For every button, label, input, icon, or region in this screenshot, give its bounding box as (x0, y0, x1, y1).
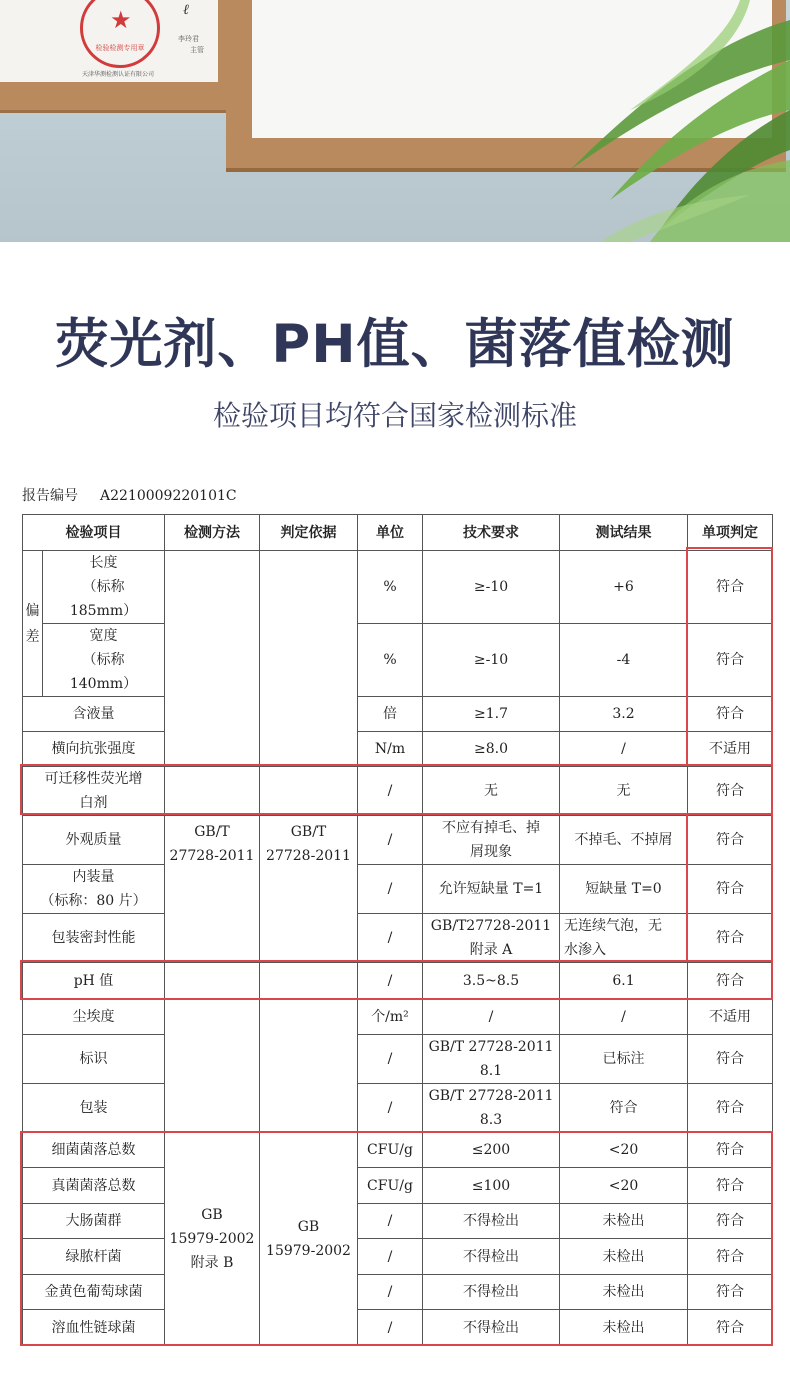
judgment-cell: 符合 (688, 1084, 773, 1133)
result-cell: +6 (560, 551, 688, 624)
seal-star-icon: ★ (110, 6, 132, 34)
result-cell: 符合 (560, 1084, 688, 1133)
requirement-cell: 不应有掉毛、掉 屑现象 (423, 816, 560, 865)
signer-title: 主管 (190, 46, 204, 54)
basis-cell (260, 963, 358, 1000)
table-row (23, 697, 773, 732)
requirement-cell: ≥-10 (423, 624, 560, 697)
item-cell: 包装 (23, 1084, 165, 1133)
judgment-cell: 符合 (688, 1035, 773, 1084)
header-cell: 单项判定 (688, 515, 773, 551)
requirement-cell: GB/T 27728-2011 8.3 (423, 1084, 560, 1133)
method-cell: GB/T 27728-2011 (165, 816, 260, 963)
table-row (23, 1035, 773, 1084)
deviation-label-char: 偏 (25, 602, 40, 619)
page-title: 荧光剂、PH值、菌落值检测 (55, 314, 735, 375)
seal-label: 检验检测专用章 (95, 44, 145, 52)
requirement-cell: 不得检出 (423, 1204, 560, 1239)
table-row (23, 1000, 773, 1035)
method-cell: GB 15979-2002 附录 B (165, 1133, 260, 1346)
table-row (23, 1239, 773, 1275)
result-cell: 未检出 (560, 1239, 688, 1275)
unit-cell: / (358, 865, 423, 914)
result-cell: 未检出 (560, 1275, 688, 1310)
deviation-label-char: 差 (25, 628, 40, 645)
requirement-cell: ≥-10 (423, 551, 560, 624)
unit-cell: / (358, 816, 423, 865)
judgment-cell: 符合 (688, 963, 773, 1000)
item-cell: 内装量 （标称：80 片） (23, 865, 165, 914)
table-row (23, 624, 773, 697)
unit-cell: 个/m² (358, 1000, 423, 1035)
unit-cell: / (358, 963, 423, 1000)
requirement-cell: ≥1.7 (423, 697, 560, 732)
result-cell: / (560, 732, 688, 767)
signature-scribble: ℓ (183, 2, 189, 18)
requirement-cell: 不得检出 (423, 1275, 560, 1310)
signer-name: 李玲君 (178, 35, 199, 43)
requirement-cell: GB/T27728-2011 附录 A (423, 914, 560, 963)
table-row (23, 767, 773, 816)
palm-leaves-decoration (450, 0, 790, 242)
item-cell: 真菌菌落总数 (23, 1168, 165, 1204)
result-cell: <20 (560, 1168, 688, 1204)
judgment-cell: 不适用 (688, 732, 773, 767)
judgment-cell: 符合 (688, 1275, 773, 1310)
item-cell: 含液量 (23, 697, 165, 732)
item-cell: 横向抗张强度 (23, 732, 165, 767)
unit-cell: % (358, 551, 423, 624)
table-row (23, 1275, 773, 1310)
requirement-cell: 无 (423, 767, 560, 816)
page-subtitle: 检验项目均符合国家检测标准 (212, 399, 577, 432)
requirement-cell: ≥8.0 (423, 732, 560, 767)
item-cell: 绿脓杆菌 (23, 1239, 165, 1275)
requirement-cell: GB/T 27728-2011 8.1 (423, 1035, 560, 1084)
table-row (23, 1168, 773, 1204)
table-row (23, 963, 773, 1000)
unit-cell: CFU/g (358, 1168, 423, 1204)
judgment-cell: 符合 (688, 767, 773, 816)
result-cell: 6.1 (560, 963, 688, 1000)
item-cell: 外观质量 (23, 816, 165, 865)
unit-cell: / (358, 1275, 423, 1310)
result-cell: <20 (560, 1133, 688, 1168)
table-header-row (23, 515, 773, 551)
item-cell: 大肠菌群 (23, 1204, 165, 1239)
unit-cell: / (358, 1204, 423, 1239)
report-number-value: A2210009220101C (100, 488, 237, 504)
unit-cell: / (358, 1239, 423, 1275)
unit-cell: CFU/g (358, 1133, 423, 1168)
organization-name: 天津华测检测认证有限公司 (82, 71, 155, 78)
result-cell: 已标注 (560, 1035, 688, 1084)
result-cell: 短缺量 T=0 (560, 865, 688, 914)
header-cell: 判定依据 (260, 515, 358, 551)
result-cell: 未检出 (560, 1310, 688, 1346)
item-cell: 可迁移性荧光增 白剂 (23, 767, 165, 816)
requirement-cell: ≤100 (423, 1168, 560, 1204)
table-row (23, 914, 773, 963)
result-cell: 无连续气泡，无 水渗入 (560, 914, 688, 963)
item-cell: 细菌菌落总数 (23, 1133, 165, 1168)
unit-cell: / (358, 1035, 423, 1084)
table-row (23, 816, 773, 865)
item-cell: 溶血性链球菌 (23, 1310, 165, 1346)
table-row (23, 1084, 773, 1133)
header-cell: 检验项目 (23, 515, 165, 551)
header-cell: 单位 (358, 515, 423, 551)
judgment-cell: 符合 (688, 624, 773, 697)
requirement-cell: 不得检出 (423, 1310, 560, 1346)
report-number (22, 485, 237, 505)
certificate-frame-left (0, 0, 232, 113)
result-cell: 不掉毛、不掉屑 (560, 816, 688, 865)
unit-cell: / (358, 767, 423, 816)
report-number-label: 报告编号 (22, 488, 78, 504)
unit-cell: N/m (358, 732, 423, 767)
judgment-cell: 符合 (688, 551, 773, 624)
requirement-cell: 允许短缺量 T=1 (423, 865, 560, 914)
certificate-photo-banner (0, 0, 790, 242)
item-cell: 尘埃度 (23, 1000, 165, 1035)
basis-cell (260, 551, 358, 767)
result-cell: 无 (560, 767, 688, 816)
judgment-cell: 符合 (688, 1239, 773, 1275)
requirement-cell: / (423, 1000, 560, 1035)
unit-cell: / (358, 914, 423, 963)
method-cell (165, 551, 260, 767)
basis-cell (260, 1000, 358, 1133)
deviation-group-label (23, 551, 43, 697)
table-row (23, 1310, 773, 1346)
table-row (23, 551, 773, 624)
judgment-cell: 符合 (688, 1310, 773, 1346)
unit-cell: / (358, 1084, 423, 1133)
item-cell: 包装密封性能 (23, 914, 165, 963)
judgment-cell: 符合 (688, 816, 773, 865)
table-row (23, 732, 773, 767)
judgment-cell: 符合 (688, 865, 773, 914)
header-cell: 技术要求 (423, 515, 560, 551)
basis-cell: GB 15979-2002 (260, 1133, 358, 1346)
basis-cell: GB/T 27728-2011 (260, 816, 358, 963)
judgment-cell: 符合 (688, 1168, 773, 1204)
item-cell: pH 值 (23, 963, 165, 1000)
judgment-cell: 符合 (688, 1133, 773, 1168)
table-row (23, 865, 773, 914)
judgment-cell: 符合 (688, 1204, 773, 1239)
result-cell: -4 (560, 624, 688, 697)
judgment-cell: 不适用 (688, 1000, 773, 1035)
item-cell: 金黄色葡萄球菌 (23, 1275, 165, 1310)
judgment-cell: 符合 (688, 914, 773, 963)
method-cell (165, 767, 260, 816)
test-report-table (22, 514, 773, 1346)
header-cell: 测试结果 (560, 515, 688, 551)
header-cell: 检测方法 (165, 515, 260, 551)
requirement-cell: 3.5~8.5 (423, 963, 560, 1000)
item-cell: 标识 (23, 1035, 165, 1084)
result-cell: 未检出 (560, 1204, 688, 1239)
table-row (23, 1133, 773, 1168)
basis-cell (260, 767, 358, 816)
table-row (23, 1204, 773, 1239)
result-cell: 3.2 (560, 697, 688, 732)
item-cell: 宽度 （标称 140mm） (43, 624, 165, 697)
method-cell (165, 1000, 260, 1133)
requirement-cell: 不得检出 (423, 1239, 560, 1275)
unit-cell: / (358, 1310, 423, 1346)
item-cell: 长度 （标称 185mm） (43, 551, 165, 624)
method-cell (165, 963, 260, 1000)
unit-cell: 倍 (358, 697, 423, 732)
requirement-cell: ≤200 (423, 1133, 560, 1168)
unit-cell: % (358, 624, 423, 697)
result-cell: / (560, 1000, 688, 1035)
judgment-cell: 符合 (688, 697, 773, 732)
